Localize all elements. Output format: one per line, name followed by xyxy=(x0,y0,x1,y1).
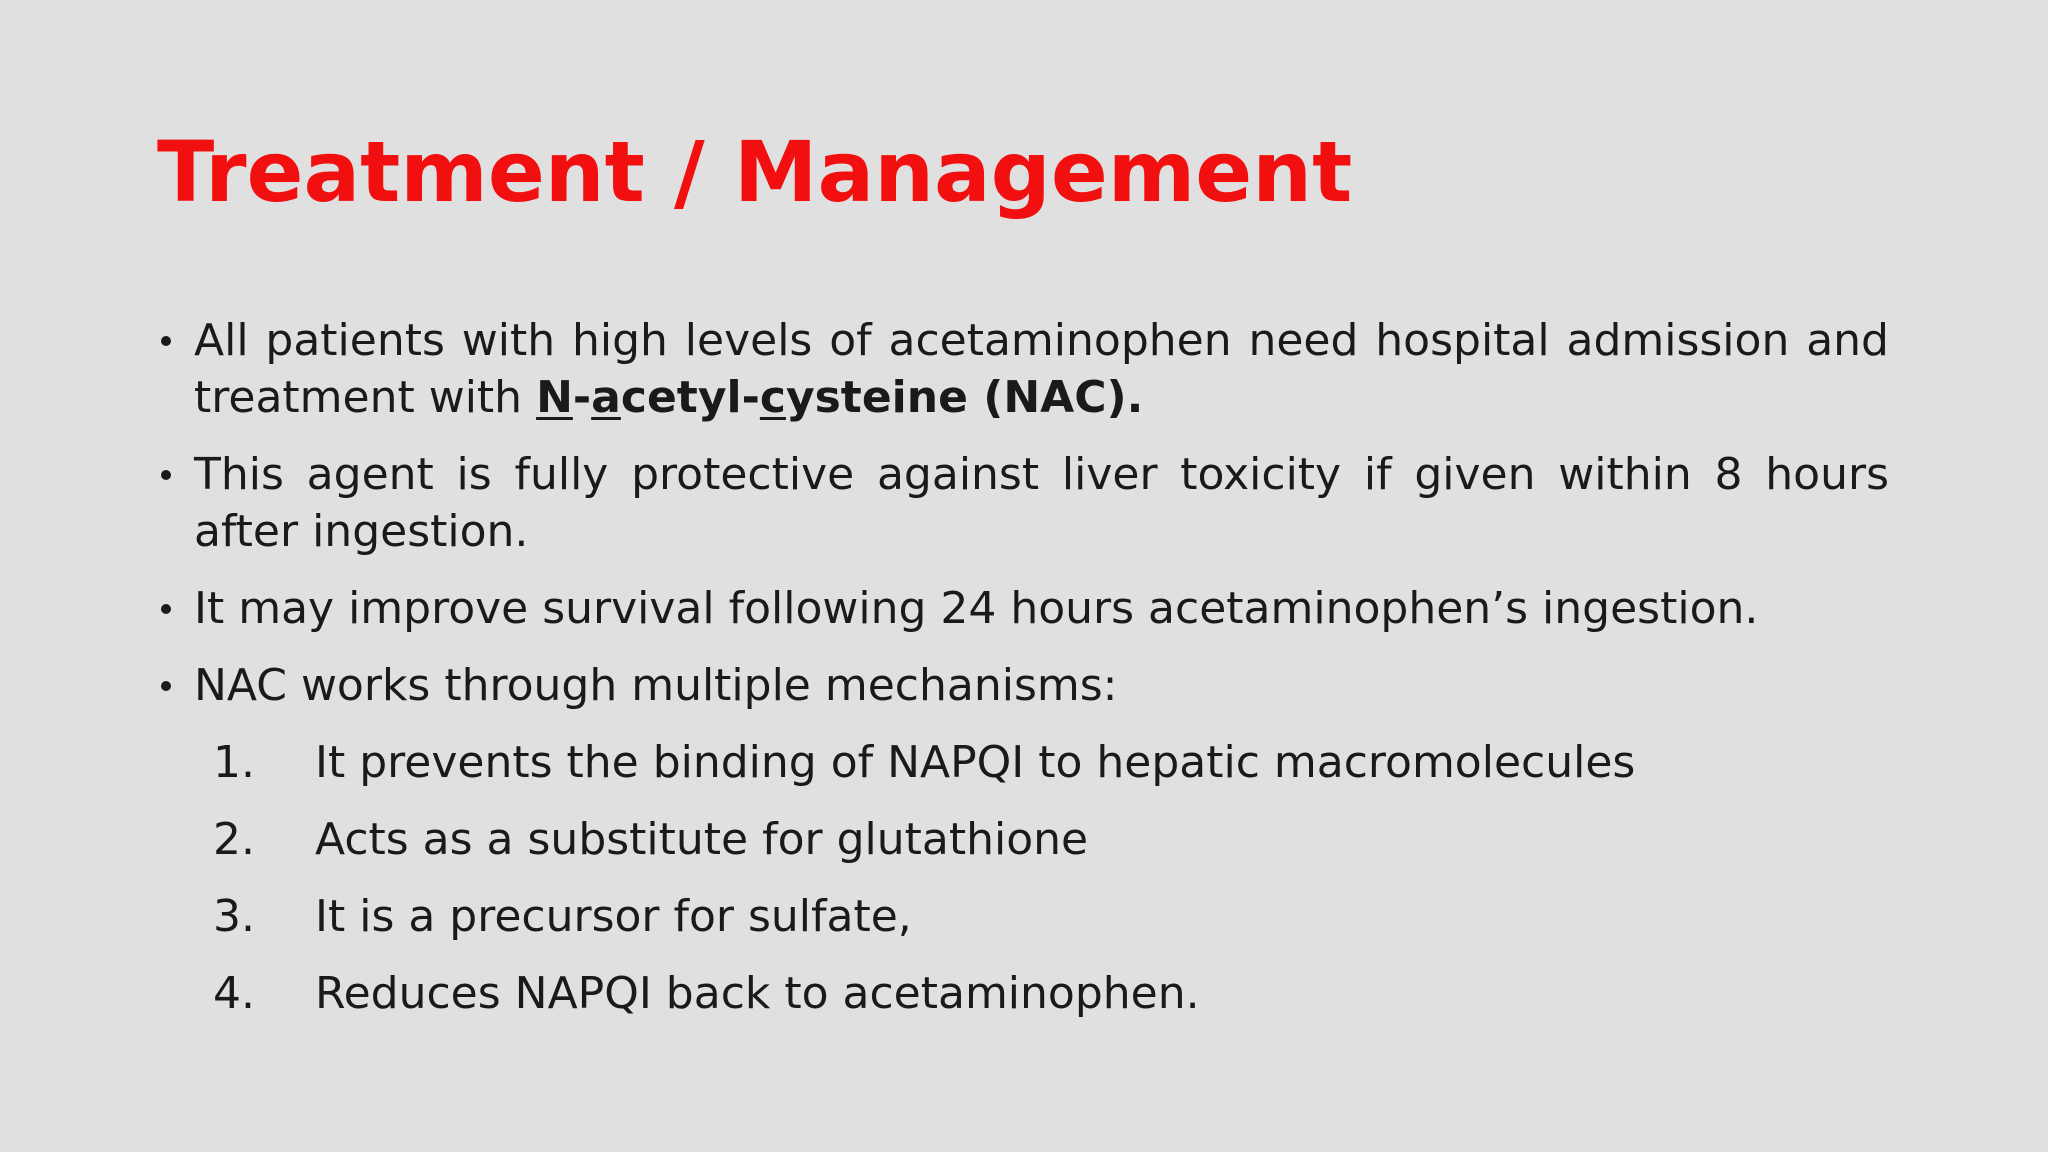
mechanism-text: Reduces NAPQI back to acetaminophen. xyxy=(315,968,1200,1019)
nac-part-cetyl: cetyl- xyxy=(620,372,760,423)
bullet-item-3 xyxy=(157,580,1889,637)
mechanism-item-4 xyxy=(157,965,1889,1022)
bullet-text: This agent is fully protective against liver toxicity if given within 8 hours after ingestion. xyxy=(194,449,1889,557)
mechanism-item-1 xyxy=(157,734,1889,791)
nac-dash: - xyxy=(572,372,592,423)
nac-term xyxy=(536,372,1143,423)
mechanism-list xyxy=(157,734,1889,1022)
slide-body xyxy=(157,312,1889,1042)
mechanism-text: Acts as a substitute for glutathione xyxy=(315,814,1089,865)
bullet-text: It may improve survival following 24 hours acetaminophen’s ingestion. xyxy=(194,583,1759,634)
bullet-item-1 xyxy=(157,312,1889,426)
mechanism-number: 2. xyxy=(213,814,255,865)
nac-letter-a: a xyxy=(591,372,621,423)
nac-part-ysteine: ysteine (NAC). xyxy=(785,372,1144,423)
mechanism-item-2 xyxy=(157,811,1889,868)
mechanism-text: It is a precursor for sulfate, xyxy=(315,891,912,942)
bullet-text: All patients with high levels of acetaminophen need hospital admission and treatment with xyxy=(194,315,1889,423)
bullet-item-4 xyxy=(157,657,1889,714)
nac-letter-n: N xyxy=(536,372,573,423)
mechanism-number: 3. xyxy=(213,891,255,942)
mechanism-text: It prevents the binding of NAPQI to hepatic macromolecules xyxy=(315,737,1636,788)
slide-title: Treatment / Management xyxy=(157,123,1353,221)
bullet-text: NAC works through multiple mechanisms: xyxy=(194,660,1118,711)
mechanism-number: 1. xyxy=(213,737,255,788)
bullet-item-2 xyxy=(157,446,1889,560)
mechanism-item-3 xyxy=(157,888,1889,945)
mechanism-number: 4. xyxy=(213,968,255,1019)
nac-letter-c: c xyxy=(759,372,786,423)
